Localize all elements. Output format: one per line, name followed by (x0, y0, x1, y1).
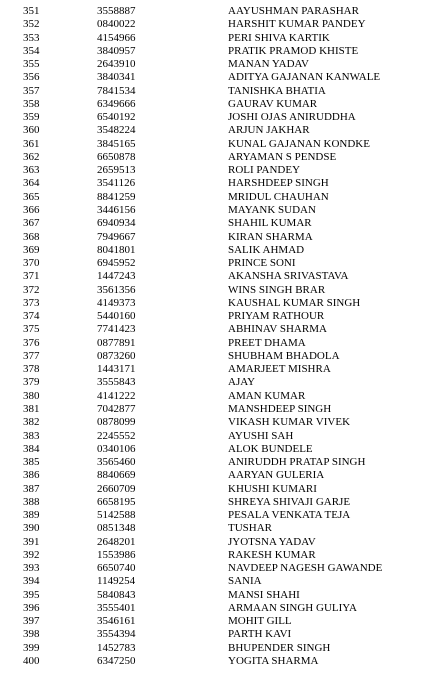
candidate-name: KIRAN SHARMA (228, 230, 313, 243)
table-row (0, 469, 421, 482)
candidate-name: PARTH KAVI (228, 628, 292, 641)
candidate-name: AAYUSHMAN PARASHAR (228, 5, 359, 17)
roll-number: 3558887 (97, 5, 136, 17)
table-row (0, 575, 421, 588)
table-row (0, 204, 421, 217)
table-row (0, 45, 421, 58)
serial-number: 367 (23, 217, 40, 230)
serial-number: 368 (23, 230, 40, 243)
serial-number: 388 (23, 495, 40, 508)
roll-number: 0340106 (97, 442, 136, 455)
table-row (0, 509, 421, 522)
serial-number: 396 (23, 601, 40, 614)
roll-number: 6540192 (97, 111, 136, 124)
serial-number: 362 (23, 150, 40, 163)
candidate-name: JOSHI OJAS ANIRUDDHA (228, 111, 356, 124)
roll-number: 3565460 (97, 456, 136, 469)
table-row (0, 323, 421, 336)
candidate-name: MAYANK SUDAN (228, 203, 316, 216)
candidate-name: ADITYA GAJANAN KANWALE (228, 71, 381, 84)
table-row (0, 58, 421, 71)
roll-number: 0851348 (97, 522, 136, 535)
table-row (0, 244, 421, 257)
candidate-name: MOHIT GILL (228, 615, 292, 628)
serial-number: 357 (23, 84, 40, 97)
table-row (0, 270, 421, 283)
serial-number: 377 (23, 349, 40, 362)
serial-number: 386 (23, 469, 40, 482)
serial-number: 398 (23, 628, 40, 641)
table-row (0, 602, 421, 615)
serial-number: 371 (23, 270, 40, 283)
roll-number: 6347250 (97, 655, 136, 668)
serial-number: 351 (23, 5, 40, 17)
roll-number: 6650878 (97, 150, 136, 163)
serial-number: 397 (23, 615, 40, 628)
roll-number: 2659513 (97, 164, 136, 177)
table-row (0, 32, 421, 45)
serial-number: 354 (23, 44, 40, 57)
candidate-name: HARSHIT KUMAR PANDEY (228, 18, 366, 31)
serial-number: 356 (23, 71, 40, 84)
roll-number: 1447243 (97, 270, 136, 283)
candidate-name: MANSHDEEP SINGH (228, 402, 332, 415)
serial-number: 400 (23, 655, 40, 668)
table-row (0, 522, 421, 535)
candidate-name: AYUSHI SAH (228, 429, 294, 442)
candidate-name: KUNAL GAJANAN KONDKE (228, 137, 370, 150)
roll-number: 0873260 (97, 349, 136, 362)
roll-number: 3541126 (97, 177, 136, 190)
roll-number: 3546161 (97, 615, 136, 628)
serial-number: 392 (23, 548, 40, 561)
table-row (0, 390, 421, 403)
roll-number: 0878099 (97, 416, 136, 429)
serial-number: 379 (23, 376, 40, 389)
candidate-name: TANISHKA BHATIA (228, 84, 326, 97)
roll-number: 4154966 (97, 31, 136, 44)
candidate-name: ARJUN JAKHAR (228, 124, 310, 137)
table-row (0, 177, 421, 190)
candidate-name: ANIRUDDH PRATAP SINGH (228, 456, 366, 469)
candidate-name: BHUPENDER SINGH (228, 641, 331, 654)
roll-number: 3554394 (97, 628, 136, 641)
roll-number: 2245552 (97, 429, 136, 442)
roll-number: 1553986 (97, 548, 136, 561)
table-row (0, 138, 421, 151)
serial-number: 385 (23, 456, 40, 469)
candidate-name: HARSHDEEP SINGH (228, 177, 329, 190)
candidate-name: KHUSHI KUMARI (228, 482, 317, 495)
serial-number: 399 (23, 641, 40, 654)
serial-number: 372 (23, 283, 40, 296)
candidate-name: JYOTSNA YADAV (228, 535, 316, 548)
candidate-name: TUSHAR (228, 522, 273, 535)
table-row (0, 297, 421, 310)
table-row (0, 376, 421, 389)
table-row (0, 363, 421, 376)
roll-number: 3548224 (97, 124, 136, 137)
serial-number: 360 (23, 124, 40, 137)
table-row (0, 151, 421, 164)
table-row (0, 98, 421, 111)
roll-number: 8041801 (97, 243, 136, 256)
serial-number: 364 (23, 177, 40, 190)
candidate-name: AMARJEET MISHRA (228, 363, 331, 376)
roll-number: 6940934 (97, 217, 136, 230)
candidate-name: NAVDEEP NAGESH GAWANDE (228, 562, 383, 575)
table-row (0, 5, 421, 18)
table-row (0, 111, 421, 124)
table-row (0, 71, 421, 84)
roll-number: 7042877 (97, 402, 136, 415)
candidate-name: SHREYA SHIVAJI GARJE (228, 495, 351, 508)
roll-number: 0840022 (97, 18, 136, 31)
serial-number: 381 (23, 402, 40, 415)
serial-number: 382 (23, 416, 40, 429)
candidate-name: ABHINAV SHARMA (228, 323, 327, 336)
serial-number: 376 (23, 336, 40, 349)
candidate-name: MANSI SHAHI (228, 588, 300, 601)
table-row (0, 416, 421, 429)
roll-number: 5142588 (97, 509, 136, 522)
roll-number: 4141222 (97, 389, 136, 402)
candidate-name: SALIK AHMAD (228, 243, 305, 256)
candidate-name: ARMAAN SINGH GULIYA (228, 601, 357, 614)
serial-number: 369 (23, 243, 40, 256)
candidate-name: YOGITA SHARMA (228, 655, 319, 668)
roll-number: 5840843 (97, 588, 136, 601)
roll-number: 1149254 (97, 575, 136, 588)
table-row (0, 191, 421, 204)
serial-number: 358 (23, 97, 40, 110)
roll-number: 0877891 (97, 336, 136, 349)
serial-number: 365 (23, 190, 40, 203)
table-row (0, 536, 421, 549)
table-row (0, 456, 421, 469)
table-row (0, 337, 421, 350)
roll-number: 7741423 (97, 323, 136, 336)
serial-number: 378 (23, 363, 40, 376)
serial-number: 390 (23, 522, 40, 535)
table-row (0, 350, 421, 363)
roll-number: 7949667 (97, 230, 136, 243)
candidate-name: MANAN YADAV (228, 58, 309, 71)
roll-number: 3446156 (97, 203, 136, 216)
roll-number: 3555401 (97, 601, 136, 614)
serial-number: 370 (23, 257, 40, 270)
roll-number: 2660709 (97, 482, 136, 495)
serial-number: 393 (23, 562, 40, 575)
table-row (0, 85, 421, 98)
roll-number: 2648201 (97, 535, 136, 548)
serial-number: 352 (23, 18, 40, 31)
table-row (0, 18, 421, 31)
table-row (0, 562, 421, 575)
serial-number: 395 (23, 588, 40, 601)
candidate-name: MRIDUL CHAUHAN (228, 190, 329, 203)
table-row (0, 430, 421, 443)
roll-number: 8840669 (97, 469, 136, 482)
serial-number: 359 (23, 111, 40, 124)
table-row (0, 628, 421, 641)
candidate-name: PERI SHIVA KARTIK (228, 31, 330, 44)
table-row (0, 655, 421, 668)
roll-number: 6349666 (97, 97, 136, 110)
table-row (0, 257, 421, 270)
serial-number: 373 (23, 296, 40, 309)
table-row (0, 496, 421, 509)
table-row (0, 443, 421, 456)
roll-number: 7841534 (97, 84, 136, 97)
roll-number: 3840957 (97, 44, 136, 57)
table-row (0, 284, 421, 297)
candidate-name: WINS SINGH BRAR (228, 283, 326, 296)
roll-number: 8841259 (97, 190, 136, 203)
candidate-name: AJAY (228, 376, 256, 389)
table-row (0, 310, 421, 323)
serial-number: 394 (23, 575, 40, 588)
table-row (0, 403, 421, 416)
table-row (0, 124, 421, 137)
serial-number: 389 (23, 509, 40, 522)
serial-number: 384 (23, 442, 40, 455)
serial-number: 375 (23, 323, 40, 336)
candidate-name: SHAHIL KUMAR (228, 217, 312, 230)
candidate-name: ARYAMAN S PENDSE (228, 150, 337, 163)
table-row (0, 589, 421, 602)
table-row (0, 549, 421, 562)
serial-number: 353 (23, 31, 40, 44)
table-row (0, 217, 421, 230)
roll-number: 3845165 (97, 137, 136, 150)
roll-number: 5440160 (97, 310, 136, 323)
roll-number: 6650740 (97, 562, 136, 575)
roll-number: 3561356 (97, 283, 136, 296)
candidate-name: AKANSHA SRIVASTAVA (228, 270, 349, 283)
candidate-name: ALOK BUNDELE (228, 442, 313, 455)
table-row (0, 164, 421, 177)
result-list (0, 5, 421, 668)
candidate-name: KAUSHAL KUMAR SINGH (228, 296, 361, 309)
roll-number: 2643910 (97, 58, 136, 71)
candidate-name: VIKASH KUMAR VIVEK (228, 416, 351, 429)
candidate-name: AMAN KUMAR (228, 389, 306, 402)
roll-number: 6945952 (97, 257, 136, 270)
candidate-name: ROLI PANDEY (228, 164, 301, 177)
serial-number: 387 (23, 482, 40, 495)
candidate-name: SANIA (228, 575, 262, 588)
candidate-name: PREET DHAMA (228, 336, 306, 349)
table-row (0, 483, 421, 496)
candidate-name: PRATIK PRAMOD KHISTE (228, 44, 359, 57)
candidate-name: SHUBHAM BHADOLA (228, 349, 340, 362)
candidate-name: GAURAV KUMAR (228, 97, 318, 110)
roll-number: 1443171 (97, 363, 136, 376)
serial-number: 366 (23, 203, 40, 216)
candidate-name: RAKESH KUMAR (228, 548, 316, 561)
candidate-name: PRIYAM RATHOUR (228, 310, 325, 323)
roll-number: 4149373 (97, 296, 136, 309)
serial-number: 361 (23, 137, 40, 150)
candidate-name: PRINCE SONI (228, 257, 296, 270)
serial-number: 363 (23, 164, 40, 177)
table-row (0, 231, 421, 244)
serial-number: 383 (23, 429, 40, 442)
roll-number: 1452783 (97, 641, 136, 654)
serial-number: 391 (23, 535, 40, 548)
table-row (0, 615, 421, 628)
roll-number: 3840341 (97, 71, 136, 84)
serial-number: 355 (23, 58, 40, 71)
candidate-name: AARYAN GULERIA (228, 469, 325, 482)
roll-number: 3555843 (97, 376, 136, 389)
roll-number: 6658195 (97, 495, 136, 508)
serial-number: 380 (23, 389, 40, 402)
table-row (0, 642, 421, 655)
serial-number: 374 (23, 310, 40, 323)
candidate-name: PESALA VENKATA TEJA (228, 509, 351, 522)
